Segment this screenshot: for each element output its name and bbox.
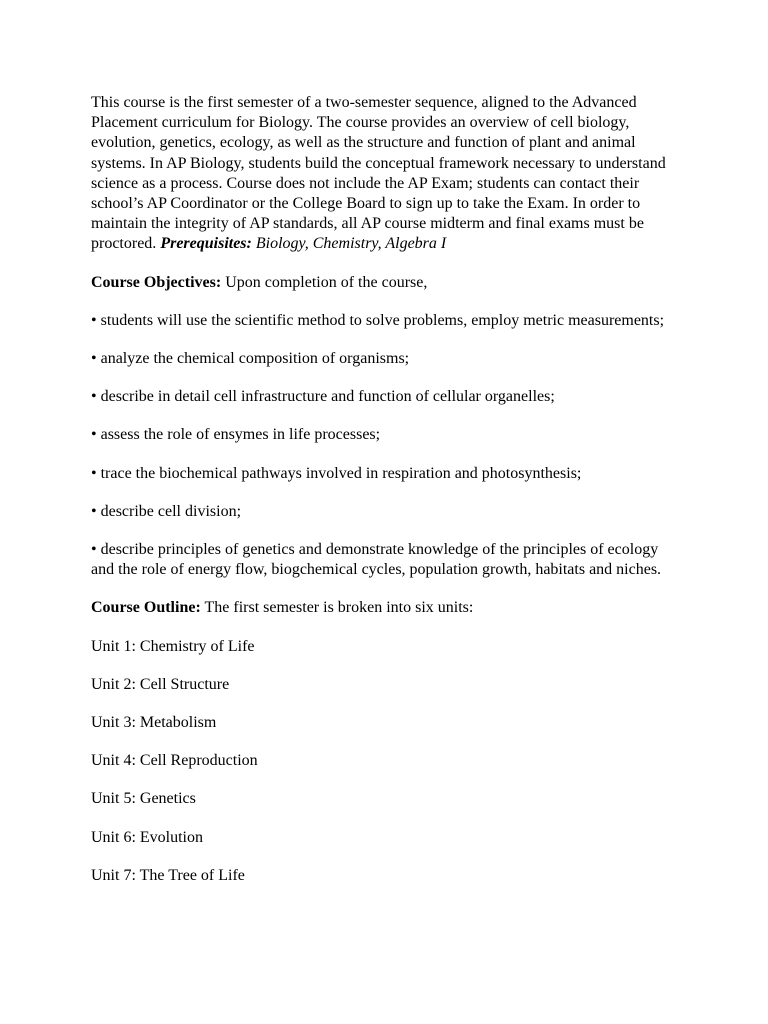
document-body — [91, 93, 683, 904]
objectives-heading — [91, 273, 683, 293]
objective-item: • analyze the chemical composition of organisms; — [91, 350, 410, 368]
intro-text: This course is the first semester of a two-semester sequence, aligned to the Advanced Placement curriculum for Biology. The course provides an overview of cell biology, evolution, genetics, ecology, as well as the structure and function of plant and animal systems. In AP Biology, students build the conceptual framework necessary to understand science as a process. Course does not include the AP Exam; students can contact their school’s AP Coordinator or the College Board to sign up to take the Exam. In order to maintain the integrity of AP standards, all AP course midterm and final exams must be proctored. — [91, 94, 666, 253]
prerequisites-label: Prerequisites: — [160, 235, 252, 253]
intro-paragraph — [91, 93, 683, 255]
objective-item: • trace the biochemical pathways involved in respiration and photosynthesis; — [91, 464, 582, 482]
outline-lead: The first semester is broken into six units: — [204, 599, 474, 617]
unit-item: Unit 2: Cell Structure — [91, 675, 230, 693]
prerequisites-value: Biology, Chemistry, Algebra I — [255, 235, 447, 253]
objective-item: • students will use the scientific method to solve problems, employ metric measurements; — [91, 311, 665, 329]
unit-item: Unit 5: Genetics — [91, 790, 196, 808]
outline-heading — [91, 598, 683, 618]
objectives-label: Course Objectives: — [91, 273, 222, 291]
objective-item: • assess the role of ensymes in life processes; — [91, 426, 381, 444]
unit-item: Unit 1: Chemistry of Life — [91, 637, 255, 655]
unit-item: Unit 6: Evolution — [91, 828, 203, 846]
objective-item: • describe in detail cell infrastructure and function of cellular organelles; — [91, 388, 555, 406]
unit-item: Unit 7: The Tree of Life — [91, 866, 245, 884]
objectives-lead: Upon completion of the course, — [225, 273, 428, 291]
unit-item: Unit 4: Cell Reproduction — [91, 752, 258, 770]
unit-item: Unit 3: Metabolism — [91, 714, 217, 732]
objective-item: • describe cell division; — [91, 502, 242, 520]
outline-label: Course Outline: — [91, 599, 201, 617]
objective-item: • describe principles of genetics and demonstrate knowledge of the principles of ecology and the role of energy flow, biogchemical cycles, population growth, habitats and niches. — [91, 541, 662, 579]
